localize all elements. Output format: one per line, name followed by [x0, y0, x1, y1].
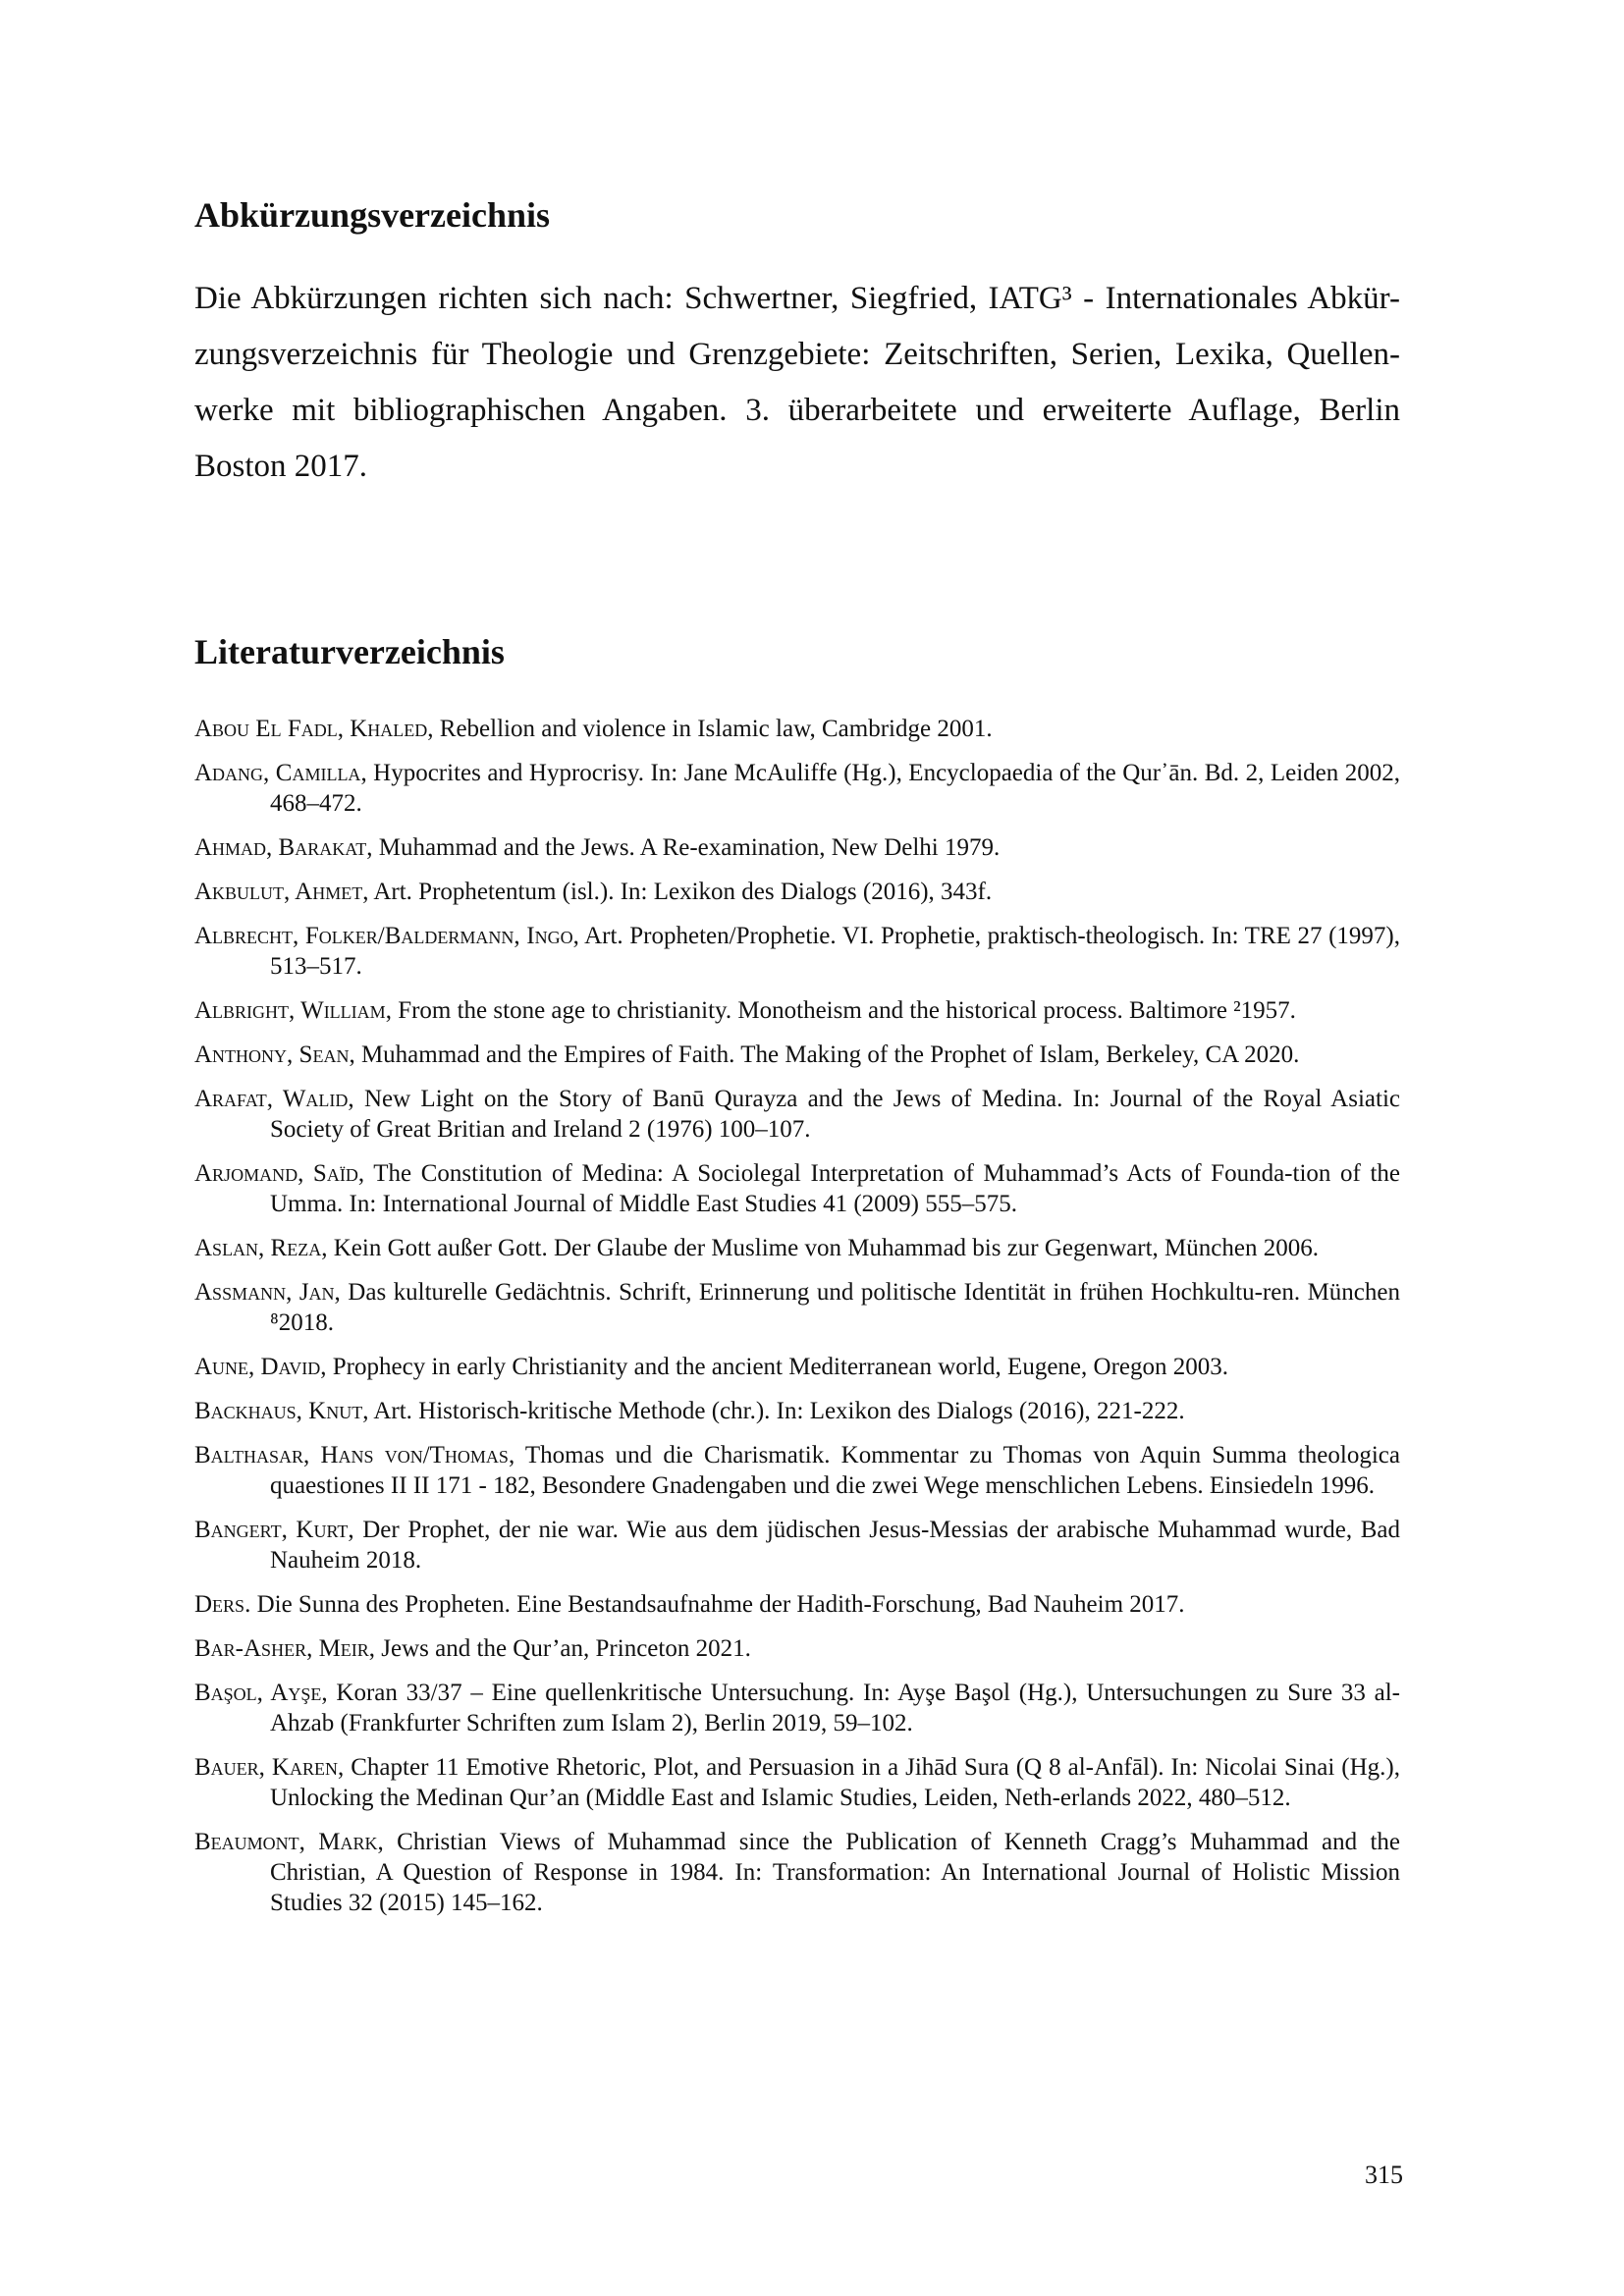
entry-author: Assmann, Jan [194, 1279, 335, 1306]
bibliography-entry [194, 1827, 1400, 1918]
entry-citation: , Muhammad and the Empires of Faith. The Making of the Prophet of Islam, Berkeley, CA 2020. [349, 1041, 1300, 1068]
entry-author: Akbulut, Ahmet [194, 879, 363, 905]
entry-citation: , Koran 33/37 – Eine quellenkritische Untersuchung. In: Ayşe Başol (Hg.), Untersuchungen zu Sure 33 al-Ahzab (Frankfurter Schriften zum Islam 2), Berlin 2019, 59–102. [270, 1680, 1400, 1736]
entry-author: Arafat, Walid [194, 1086, 349, 1112]
entry-author: Backhaus, Knut [194, 1398, 363, 1424]
bibliography-entry [194, 1396, 1400, 1426]
entry-citation: , Das kulturelle Gedächtnis. Schrift, Erinnerung und politische Identität in frühen Hochkultu-ren. München ⁸2018. [270, 1279, 1400, 1336]
entry-citation: , Rebellion and violence in Islamic law, Cambridge 2001. [427, 716, 993, 742]
paragraph-line: werke mit bibliographischen Angaben. 3. überarbeitete und erweiterte Auflage, Berlin [194, 393, 1400, 428]
bibliography-entry [194, 1515, 1400, 1575]
bibliography-entry [194, 921, 1400, 982]
entry-author: Abou El Fadl, Khaled [194, 716, 428, 742]
entry-citation: , The Constitution of Medina: A Sociolegal Interpretation of Muhammad’s Acts of Founda-tion of the Umma. In: International Journal of Middle East Studies 41 (2009) 555–575. [270, 1160, 1400, 1217]
entry-author: Başol, Ayşe [194, 1680, 322, 1706]
bibliography-entry [194, 1752, 1400, 1813]
entry-citation: , Kein Gott außer Gott. Der Glaube der Muslime von Muhammad bis zur Gegenwart, München 2006. [321, 1235, 1319, 1261]
bibliography-list [194, 714, 1400, 1932]
entry-author: Ahmad, Barakat [194, 834, 367, 861]
abbreviations-paragraph [194, 271, 1400, 495]
entry-citation: Die Sunna des Propheten. Eine Bestandsaufnahme der Hadith-Forschung, Bad Nauheim 2017. [250, 1591, 1185, 1618]
bibliography-entry [194, 1440, 1400, 1501]
entry-author: Anthony, Sean [194, 1041, 350, 1068]
entry-citation: , Jews and the Qur’an, Princeton 2021. [368, 1635, 751, 1662]
entry-citation: , Christian Views of Muhammad since the Publication of Kenneth Cragg’s Muhammad and the Christian, A Question of Response in 1984. In: Transformation: An International Journal of Holistic Mission Studies 32 (2015) 145–162. [270, 1829, 1400, 1916]
entry-author: Ders. [194, 1591, 251, 1618]
entry-citation: , New Light on the Story of Banū Qurayza and the Jews of Medina. In: Journal of the Royal Asiatic Society of Great Britian and Ireland 2 (1976) 100–107. [270, 1086, 1400, 1143]
entry-author: Aslan, Reza [194, 1235, 322, 1261]
entry-author: Balthasar, Hans von/Thomas [194, 1442, 509, 1468]
bibliography-entry [194, 877, 1400, 907]
entry-author: Bangert, Kurt [194, 1517, 349, 1543]
bibliography-entry [194, 1352, 1400, 1382]
entry-author: Bar-Asher, Meir [194, 1635, 369, 1662]
bibliography-entry [194, 1040, 1400, 1070]
bibliography-entry [194, 832, 1400, 863]
bibliography-entry [194, 1084, 1400, 1145]
entry-author: Albright, William [194, 997, 386, 1024]
entry-author: Albrecht, Folker/Baldermann, Ingo [194, 923, 573, 949]
bibliography-entry [194, 758, 1400, 819]
entry-author: Arjomand, Saïd [194, 1160, 358, 1187]
entry-citation: , Art. Historisch-kritische Methode (chr.). In: Lexikon des Dialogs (2016), 221-222. [362, 1398, 1185, 1424]
entry-author: Aune, David [194, 1354, 321, 1380]
bibliography-entry [194, 1678, 1400, 1738]
entry-author: Bauer, Karen [194, 1754, 338, 1781]
entry-citation: , Chapter 11 Emotive Rhetoric, Plot, and Persuasion in a Jihād Sura (Q 8 al-Anfāl). In: Nicolai Sinai (Hg.), Unlocking the Medinan Qur’an (Middle East and Islamic Studies, Leiden, Neth-erlands 2022, 480–512. [270, 1754, 1400, 1811]
bibliography-entry [194, 1233, 1400, 1263]
bibliography-entry [194, 1277, 1400, 1338]
entry-author: Beaumont, Mark [194, 1829, 378, 1855]
paragraph-line: Die Abkürzungen richten sich nach: Schwertner, Siegfried, IATG³ - Internationales Abkür- [194, 281, 1400, 316]
bibliography-heading: Literaturverzeichnis [194, 632, 505, 671]
paragraph-line: Boston 2017. [194, 449, 368, 484]
entry-citation: , Der Prophet, der nie war. Wie aus dem jüdischen Jesus-Messias der arabische Muhammad wurde, Bad Nauheim 2018. [270, 1517, 1400, 1574]
entry-citation: , Art. Propheten/Prophetie. VI. Prophetie, praktisch-theologisch. In: TRE 27 (1997), 513–517. [270, 923, 1400, 980]
bibliography-entry [194, 1589, 1400, 1620]
abbreviations-heading: Abkürzungsverzeichnis [194, 195, 551, 235]
bibliography-entry [194, 995, 1400, 1026]
entry-author: Adang, Camilla [194, 760, 361, 786]
bibliography-entry [194, 1158, 1400, 1219]
entry-citation: , Hypocrites and Hyprocrisy. In: Jane McAuliffe (Hg.), Encyclopaedia of the Qur᾽ān. Bd. 2, Leiden 2002, 468–472. [270, 760, 1400, 817]
entry-citation: , From the stone age to christianity. Monotheism and the historical process. Baltimore ²1957. [385, 997, 1296, 1024]
page-number: 315 [1365, 2161, 1403, 2189]
bibliography-entry [194, 714, 1400, 744]
bibliography-entry [194, 1633, 1400, 1664]
entry-citation: , Prophecy in early Christianity and the ancient Mediterranean world, Eugene, Oregon 2003. [320, 1354, 1229, 1380]
paragraph-line: zungsverzeichnis für Theologie und Grenzgebiete: Zeitschriften, Serien, Lexika, Quellen- [194, 337, 1400, 372]
entry-citation: , Art. Prophetentum (isl.). In: Lexikon des Dialogs (2016), 343f. [362, 879, 993, 905]
entry-citation: , Muhammad and the Jews. A Re-examination, New Delhi 1979. [366, 834, 1001, 861]
entry-citation: , Thomas und die Charismatik. Kommentar zu Thomas von Aquin Summa theologica quaestiones II II 171 - 182, Besondere Gnadengaben und die zwei Wege menschlichen Lebens. Einsiedeln 1996. [270, 1442, 1400, 1499]
